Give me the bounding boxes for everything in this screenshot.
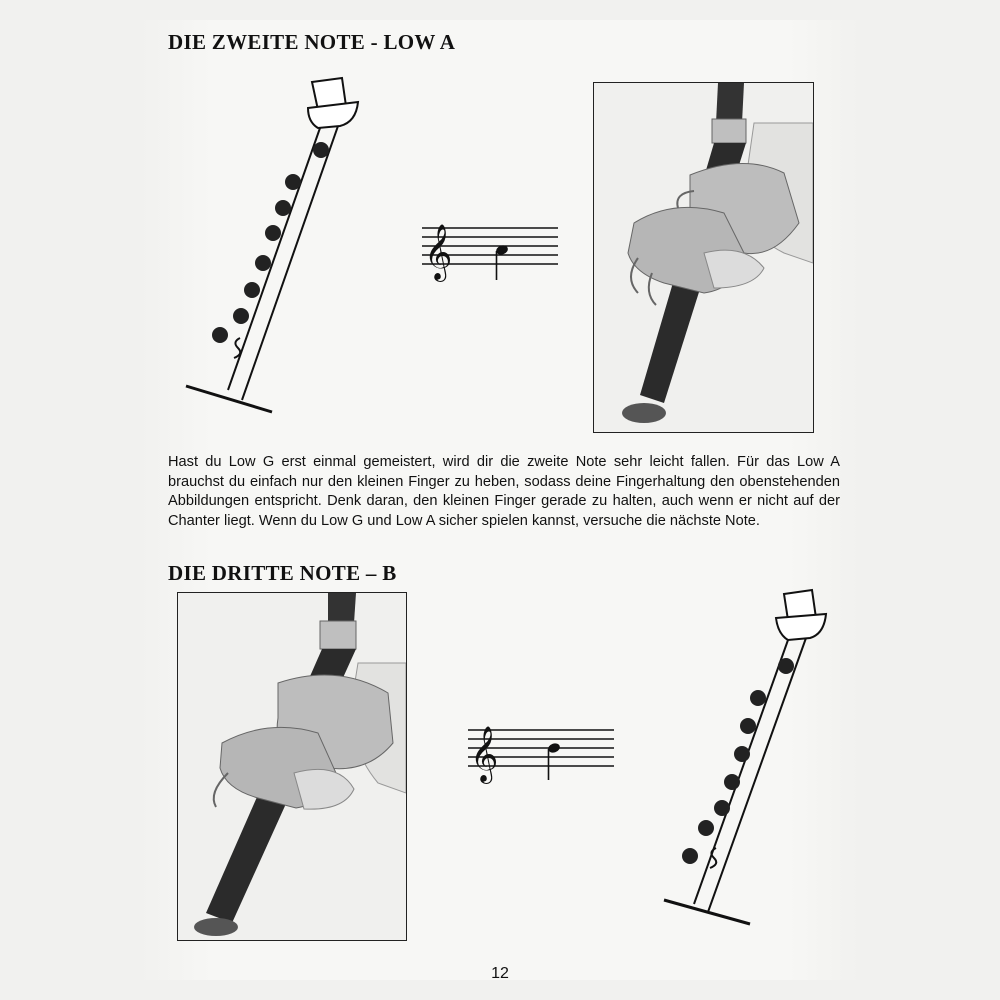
heading-b: DIE DRITTE NOTE – B bbox=[168, 561, 397, 585]
treble-clef-icon: 𝄞 bbox=[470, 726, 499, 782]
photo-hands-b bbox=[177, 592, 407, 941]
page-number: 12 bbox=[491, 965, 509, 982]
fingering-diagram-b bbox=[660, 588, 840, 928]
treble-clef-icon: 𝄞 bbox=[424, 224, 453, 280]
photo-hands-low-a bbox=[593, 82, 814, 433]
heading-low-a: DIE ZWEITE NOTE - LOW A bbox=[168, 30, 456, 54]
music-staff-low-a bbox=[420, 208, 560, 288]
instruction-paragraph: Hast du Low G erst einmal gemeistert, wird dir die zweite Note sehr leicht fallen. Für das Low A brauchst du einfach nur den kleinen Finger zu heben, sodass deine Fingerhaltung den obenstehenden Abbildungen entspricht. Denk daran, den kleinen Finger gerade zu halten, auch wenn er nicht auf der Chanter liegt. Wenn du Low G und Low A sicher spielen kannst, versuche die nächste Note. bbox=[168, 454, 840, 529]
music-staff-b bbox=[466, 710, 616, 790]
fingering-diagram-low-a bbox=[180, 70, 360, 420]
